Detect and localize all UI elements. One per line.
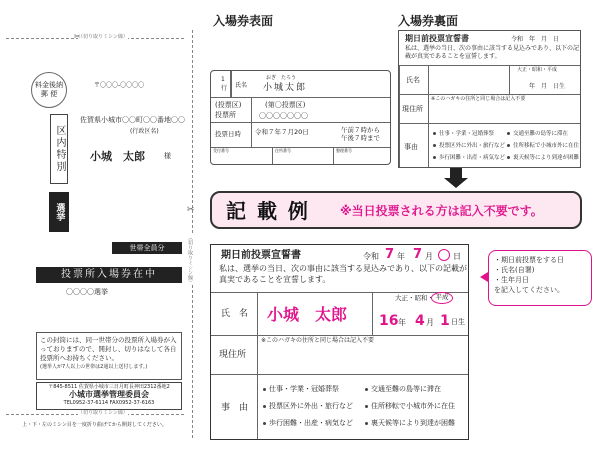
- address: 佐賀県小城市〇〇町〇〇番地〇〇: [80, 116, 185, 124]
- front-date: 令和７年７月20日: [255, 128, 309, 136]
- example-name: 小城 太郎: [267, 305, 348, 324]
- scissors-icon: ✂: [74, 32, 81, 41]
- postage-stamp: [31, 72, 67, 108]
- example-dob-day: 1: [440, 313, 450, 329]
- addressee-honorific: 様: [164, 152, 171, 160]
- front-ticket: 1 行 氏名 おぎ たろう 小城太郎 (投票区) 投票所 (第〇投票区) 〇〇〇〇〇〇〇 投票日時 令和７年７月20日 午前７時から 午後７時まで 受付番号 住所番号 整理番号: [210, 70, 391, 165]
- notice-text: この封筒には、同一世帯分の投票所入場券が入っておりますので、開封し、切りはなして各自投票所へお持ちください。: [40, 336, 177, 362]
- district-label: 区内特別: [50, 114, 68, 184]
- example-form: 期日前投票宣誓書 令和 7 年 7 月 日 私は、選挙の当日、次の事由に該当する見込みであり、以下の記載が真実であることを宣誓します。 氏 名 小城 太郎 大正・昭和・ 平成 16 年 4 月 1 日生 現住所 ※このハガキの住所と同じ場合は記入不要 事 由 仕事・学業・冠婚葬祭 投票区外に外出・旅行など 歩行困難・出産・病気など 交通至難の島等に滞在 住所移転で小城市外に在住 裏天候等により到達が困難: [210, 244, 469, 440]
- cut-top-label: （切り取りミシン線）: [78, 34, 128, 40]
- front-heading: 入場券表面: [213, 14, 274, 28]
- dob-era-circle: 平成: [431, 292, 453, 304]
- admin-area: (行政区名): [130, 128, 159, 135]
- addressee-name: 小城 太郎: [90, 150, 145, 163]
- callout-box: ・期日前投票をする日 ・氏名(自署) ・生年月日 を記入してください。: [488, 250, 592, 306]
- side-cut-line: [192, 30, 193, 438]
- down-arrow-head-icon: [444, 178, 468, 188]
- left-card: [6, 30, 184, 438]
- example-dob-month: 4: [415, 313, 425, 329]
- banner-sub: ※当日投票される方は記入不要です。: [340, 204, 543, 218]
- callout-pointer: [480, 272, 488, 282]
- postage-text: 料金後納 郵 便: [35, 80, 63, 98]
- example-month: 7: [413, 247, 423, 262]
- example-year: 7: [385, 247, 395, 262]
- example-day-circle: [438, 249, 450, 261]
- banner-main: 記 載 例: [226, 199, 310, 223]
- footer-note: 上・下・左のミシン目を一度折り曲げてから開封してください。: [22, 422, 167, 428]
- election-badge: 選挙: [49, 192, 69, 232]
- election-name: 〇〇〇〇選挙: [66, 288, 108, 296]
- household-badge: 世帯全員分: [112, 242, 182, 254]
- scissors-icon: ✂: [187, 205, 195, 215]
- cut-bottom-label: （切り取りミシン線）: [78, 410, 128, 416]
- front-name: 小城太郎: [263, 83, 308, 93]
- front-time: 午前７時から 午後７時まで: [341, 126, 380, 143]
- example-dob-year: 16: [379, 313, 399, 329]
- ticket-title-badge: 投票所入場券在中: [36, 267, 182, 283]
- notice-box: [36, 332, 182, 380]
- side-cut-label: （切り取りミシン線）: [187, 235, 193, 285]
- postal-code: 〒〇〇〇-〇〇〇〇: [94, 82, 145, 89]
- back-heading: 入場券裏面: [398, 14, 459, 28]
- back-ticket: 期日前投票宣誓書 令和 年 月 日 私は、選挙の当日、次の事由に該当する見込みであり、以下の記載が真実であることを宣誓します。 氏名 大正・昭和・平成 年 月 日生 現住所 ※このハガキの住所と同じ場合は記入不要 事由 仕事・学業・冠婚葬祭 投票区外に外出・旅行など 歩行困難・出産・病気など 交通至難の島等に滞在 住所移転で小城市外に在住 裏天候等により到達が困難: [398, 30, 581, 168]
- office-block: 〒845-8511 佐賀県小城市三日月町長神田2312番地2 小城市選挙管理委員会 TEL0952-37-6114 FAX0952-37-6163: [36, 382, 182, 410]
- example-banner: [210, 191, 582, 229]
- notice-sub: (選挙人が7人以上の世帯は2通以上送付します。): [40, 364, 148, 371]
